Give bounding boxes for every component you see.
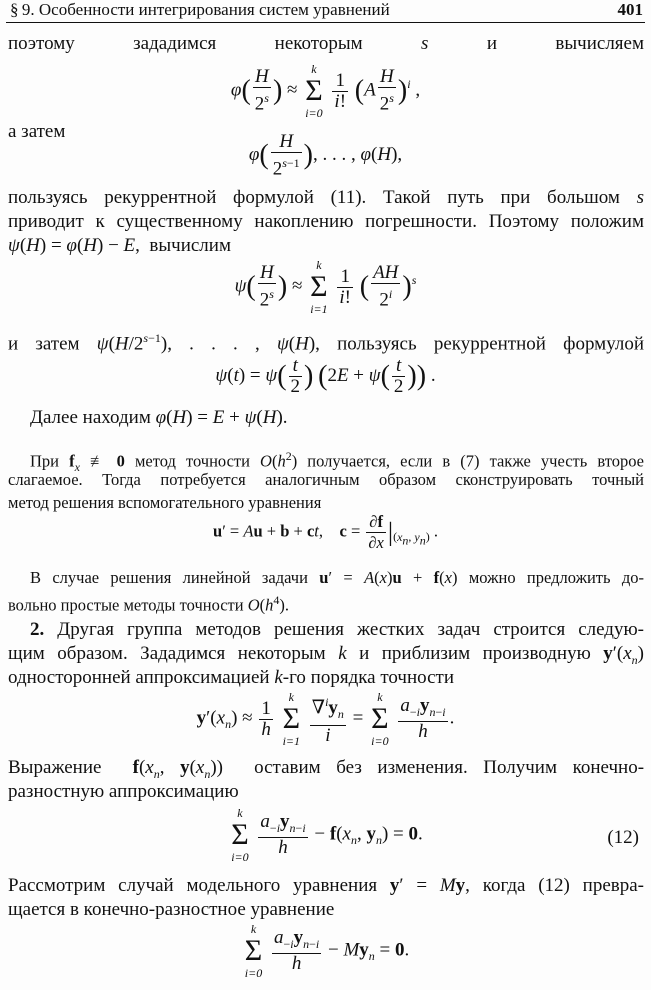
text-line-10: метод решения вспомогательного уравнения	[8, 493, 322, 512]
text-line-18: Рассмотрим случай модельного уравнения y′ = My, когда (12) превра-	[8, 875, 644, 896]
text-line-15: односторонней аппроксимацией k-го порядка точности	[8, 667, 455, 688]
text-line-12: вольно простые методы точности $O(h^4)$.	[8, 593, 290, 615]
formula-1: φ( $\frac{H}{2^s}$ ) ≈ k Σ i=0 $\frac{1}{i!}$ (A $\frac{H}{2^s}$ )$^i$ ,	[230, 62, 421, 120]
formula-8: k Σ i=0 $\frac{a_{-i}y_{n-i}}{h}$ − $My_n = 0$.	[244, 922, 410, 980]
text-line-7: Далее находим φ(H) = E + ψ(H).	[30, 407, 288, 428]
formula-5: u′ = Au + b + ct, c = $\frac{\partial f}{\partial x}$ $|_{(x_n, y_n)}$ .	[213, 512, 438, 552]
text-line-5: ψ(H) = φ(H) − E, вычислим	[8, 235, 231, 256]
page-header	[6, 0, 645, 23]
section-title: § 9. Особенности интегрирования систем уравнений	[10, 0, 390, 19]
text-line-9: слагаемое. Тогда потребуется аналогичным образом сконструировать точный	[8, 470, 644, 489]
text-line-8: При $f_x$ ≢ 0 метод точности $O(h^2)$ получается, если в (7) также учесть второе	[30, 449, 645, 474]
text-line-3: пользуясь рекуррентной формулой (11). Такой путь при большом s	[8, 187, 644, 208]
formula-3: ψ( $\frac{H}{2^s}$ ) ≈ k Σ i=1 $\frac{1}{i!}$ ( $\frac{AH}{2^i}$ )$^s$	[234, 258, 417, 316]
formula-6: $y'(x_n)$ ≈ $\frac{1}{h}$ k Σ i=1 $\frac{\nabla^iy_n}{i}$ = k Σ i=0 $\frac{a_{-i}y_{n-i}}{h}$ .	[196, 690, 455, 748]
text-line-1: поэтому зададимся некоторым s и вычисляем	[8, 33, 644, 54]
text-line-2: а затем	[8, 121, 66, 142]
formula-4: ψ(t) = ψ( $\frac{t}{2}$ ) (2E + ψ( $\frac{t}{2}$ )) .	[215, 355, 436, 397]
page-number: 401	[617, 0, 643, 19]
text-line-17: разностную аппроксимацию	[8, 781, 239, 802]
formula-7: k Σ i=0 $\frac{a_{-i}y_{n-i}}{h}$ − $f(x_n$, $y_n) = 0$. (12)	[231, 806, 639, 864]
text-line-14: щим образом. Зададимся некоторым k и приблизим производную $y'(x_n)$	[8, 643, 644, 667]
text-line-4: приводит к существенному накоплению погрешности. Поэтому положим	[8, 211, 644, 232]
text-line-6: и затем $\psi(H/2^{s-1})$, . . . , ψ(H), пользуясь рекуррентной формулой	[8, 331, 645, 355]
text-line-16: Выражение $f(x_n$, $y(x_n)$) оставим без изменения. Получим конечно-	[8, 757, 645, 781]
text-line-11: В случае решения линейной задачи u′ = A(x)u + f(x) можно предложить до-	[30, 568, 645, 587]
formula-2: φ( $\frac{H}{2^{s-1}}$ ), . . . , φ(H),	[248, 131, 403, 180]
text-line-13: 2. Другая группа методов решения жестких задач строится следую-	[30, 619, 644, 640]
equation-number-12: (12)	[607, 827, 639, 848]
text-line-19: щается в конечно-разностное уравнение	[8, 899, 335, 920]
